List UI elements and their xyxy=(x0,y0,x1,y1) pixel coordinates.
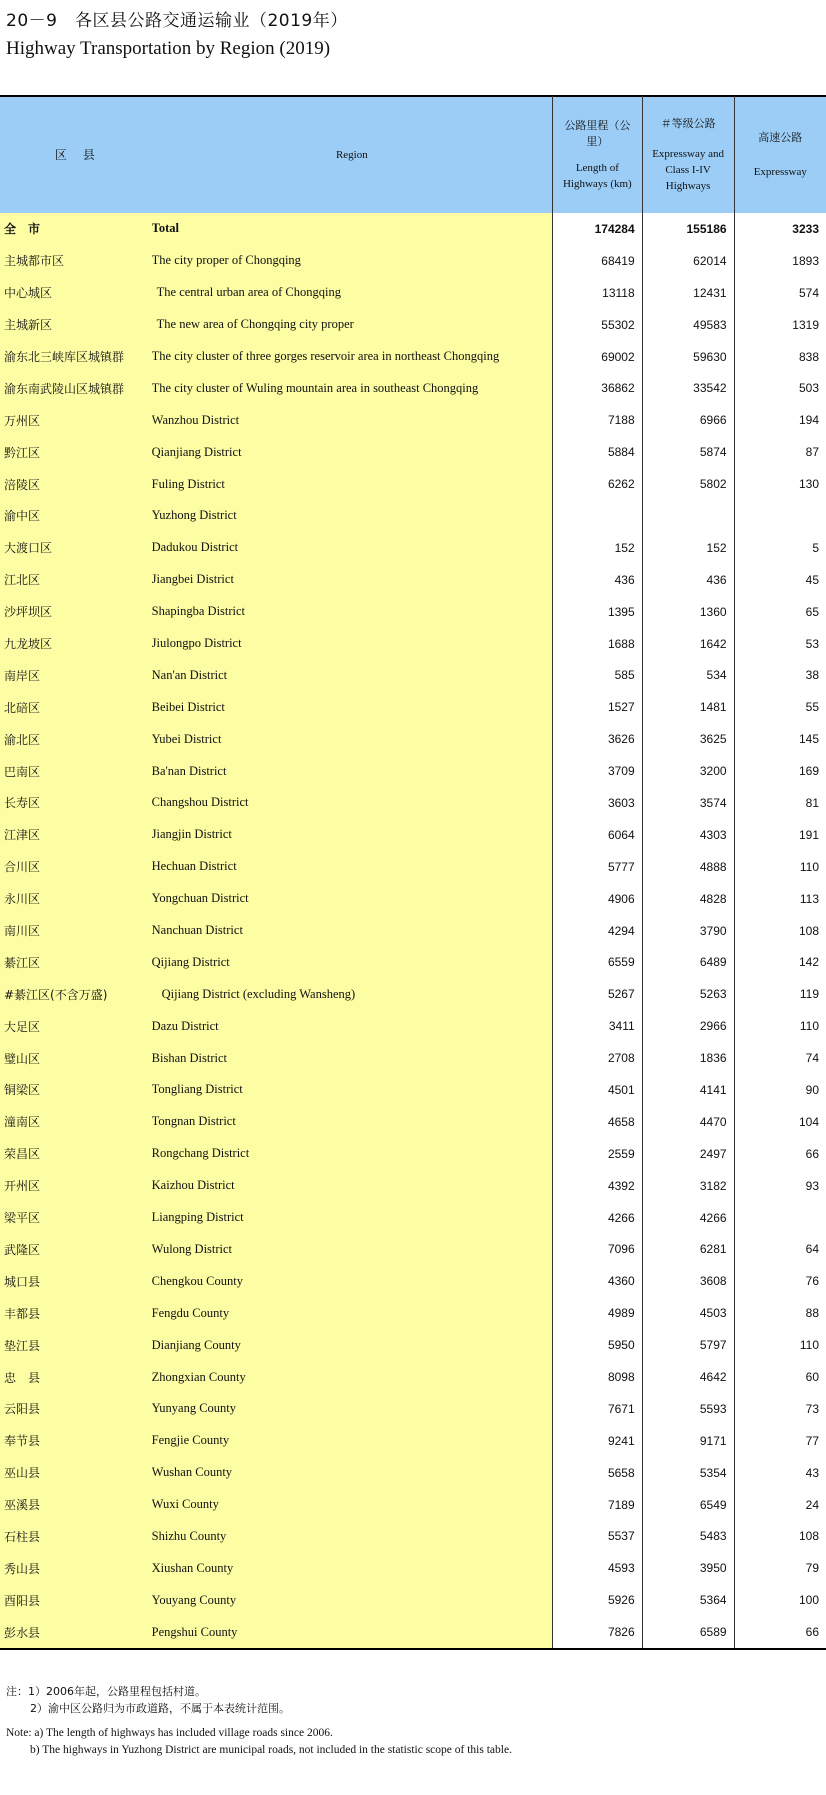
table-row xyxy=(0,532,826,564)
header-express-cn: 高速公路 xyxy=(758,131,803,144)
region-en-cell: Wuxi County xyxy=(152,1489,553,1521)
length-cell: 436 xyxy=(553,564,643,596)
table-row xyxy=(0,691,826,723)
express-cell: 81 xyxy=(734,787,826,819)
region-cn-cell: 云阳县 xyxy=(0,1393,152,1425)
table-row xyxy=(0,596,826,628)
length-cell: 13118 xyxy=(553,277,643,309)
region-en-cell: Kaizhou District xyxy=(152,1170,553,1202)
class-cell: 5593 xyxy=(642,1393,734,1425)
table-row xyxy=(0,245,826,277)
express-cell: 65 xyxy=(734,596,826,628)
table-row xyxy=(0,1584,826,1616)
header-class-cn: ＃等级公路 xyxy=(660,117,716,130)
region-en-cell: The central urban area of Chongqing xyxy=(152,277,553,309)
region-en-cell: Hechuan District xyxy=(152,851,553,883)
class-cell: 534 xyxy=(642,659,734,691)
express-cell: 503 xyxy=(734,372,826,404)
region-cn-cell: 巫溪县 xyxy=(0,1489,152,1521)
table-row xyxy=(0,1074,826,1106)
region-en-cell: Shizhu County xyxy=(152,1521,553,1553)
length-cell: 4989 xyxy=(553,1297,643,1329)
express-cell: 55 xyxy=(734,691,826,723)
region-en-cell: Yunyang County xyxy=(152,1393,553,1425)
region-en-cell: Total xyxy=(152,213,553,245)
class-cell: 152 xyxy=(642,532,734,564)
length-cell: 4658 xyxy=(553,1106,643,1138)
region-cn-cell: 石柱县 xyxy=(0,1521,152,1553)
region-en-cell: Jiangjin District xyxy=(152,819,553,851)
length-cell: 36862 xyxy=(553,372,643,404)
region-en-cell: Qijiang District (excluding Wansheng) xyxy=(152,978,553,1010)
express-cell: 838 xyxy=(734,341,826,373)
region-en-cell: Xiushan County xyxy=(152,1552,553,1584)
region-en-cell: Qianjiang District xyxy=(152,436,553,468)
class-cell: 1642 xyxy=(642,628,734,660)
express-cell: 574 xyxy=(734,277,826,309)
region-cn-cell: 渝北区 xyxy=(0,723,152,755)
region-cn-cell: 忠 县 xyxy=(0,1361,152,1393)
region-cn-cell: 渝东南武陵山区城镇群 xyxy=(0,372,152,404)
region-cn-cell: 渝东北三峡库区城镇群 xyxy=(0,341,152,373)
express-cell: 53 xyxy=(734,628,826,660)
table-row xyxy=(0,341,826,373)
table-row xyxy=(0,404,826,436)
class-cell: 3200 xyxy=(642,755,734,787)
region-cn-cell: 大足区 xyxy=(0,1010,152,1042)
express-cell: 130 xyxy=(734,468,826,500)
length-cell: 9241 xyxy=(553,1425,643,1457)
table-row xyxy=(0,787,826,819)
length-cell: 4593 xyxy=(553,1552,643,1584)
express-cell: 110 xyxy=(734,1329,826,1361)
length-cell: 174284 xyxy=(553,213,643,245)
class-cell xyxy=(642,500,734,532)
length-cell: 5658 xyxy=(553,1457,643,1489)
region-en-cell: Wanzhou District xyxy=(152,404,553,436)
region-cn-cell: 丰都县 xyxy=(0,1297,152,1329)
length-cell: 7096 xyxy=(553,1234,643,1266)
class-cell: 49583 xyxy=(642,309,734,341)
express-cell: 73 xyxy=(734,1393,826,1425)
region-cn-cell: 九龙坡区 xyxy=(0,628,152,660)
class-cell: 6281 xyxy=(642,1234,734,1266)
length-cell: 8098 xyxy=(553,1361,643,1393)
express-cell: 93 xyxy=(734,1170,826,1202)
region-cn-cell: 沙坪坝区 xyxy=(0,596,152,628)
length-cell: 5267 xyxy=(553,978,643,1010)
class-cell: 4642 xyxy=(642,1361,734,1393)
class-cell: 5874 xyxy=(642,436,734,468)
table-row xyxy=(0,1329,826,1361)
length-cell: 5926 xyxy=(553,1584,643,1616)
region-en-cell: Youyang County xyxy=(152,1584,553,1616)
header-region-cn: 区 县 xyxy=(0,96,152,213)
express-cell: 113 xyxy=(734,883,826,915)
express-cell: 108 xyxy=(734,1521,826,1553)
region-en-cell: Changshou District xyxy=(152,787,553,819)
table-row xyxy=(0,1265,826,1297)
region-cn-cell: 荣昌区 xyxy=(0,1138,152,1170)
header-class xyxy=(642,96,734,213)
class-cell: 33542 xyxy=(642,372,734,404)
page-title-cn: 20－9 各区县公路交通运输业（2019年） xyxy=(6,11,348,31)
express-cell: 38 xyxy=(734,659,826,691)
region-en-cell: Pengshui County xyxy=(152,1616,553,1649)
header-express xyxy=(734,96,826,213)
table-row xyxy=(0,851,826,883)
express-cell: 88 xyxy=(734,1297,826,1329)
class-cell: 1360 xyxy=(642,596,734,628)
region-cn-cell: 铜梁区 xyxy=(0,1074,152,1106)
length-cell: 7826 xyxy=(553,1616,643,1649)
table-row xyxy=(0,436,826,468)
table-row xyxy=(0,1138,826,1170)
length-cell: 4294 xyxy=(553,915,643,947)
length-cell: 6559 xyxy=(553,946,643,978)
express-cell: 1319 xyxy=(734,309,826,341)
class-cell: 1836 xyxy=(642,1042,734,1074)
class-cell: 59630 xyxy=(642,341,734,373)
class-cell: 4141 xyxy=(642,1074,734,1106)
region-en-cell: Yuzhong District xyxy=(152,500,553,532)
class-cell: 6489 xyxy=(642,946,734,978)
length-cell: 3411 xyxy=(553,1010,643,1042)
express-cell: 110 xyxy=(734,851,826,883)
region-en-cell: The city cluster of Wuling mountain area in southeast Chongqing xyxy=(152,372,553,404)
table-row xyxy=(0,819,826,851)
length-cell: 5777 xyxy=(553,851,643,883)
region-cn-cell: 渝中区 xyxy=(0,500,152,532)
class-cell: 6966 xyxy=(642,404,734,436)
table-row xyxy=(0,1202,826,1234)
class-cell: 4828 xyxy=(642,883,734,915)
table-row xyxy=(0,1616,826,1649)
class-cell: 1481 xyxy=(642,691,734,723)
express-cell: 104 xyxy=(734,1106,826,1138)
region-cn-cell: 涪陵区 xyxy=(0,468,152,500)
table-row xyxy=(0,978,826,1010)
region-cn-cell: 江津区 xyxy=(0,819,152,851)
express-cell: 79 xyxy=(734,1552,826,1584)
region-en-cell: Qijiang District xyxy=(152,946,553,978)
region-cn-cell: 江北区 xyxy=(0,564,152,596)
length-cell: 7671 xyxy=(553,1393,643,1425)
class-cell: 3625 xyxy=(642,723,734,755)
class-cell: 5364 xyxy=(642,1584,734,1616)
note-cn-1: 注：1）2006年起，公路里程包括村道。 xyxy=(6,1685,206,1698)
region-cn-cell: 北碚区 xyxy=(0,691,152,723)
region-en-cell: Bishan District xyxy=(152,1042,553,1074)
region-cn-cell: 合川区 xyxy=(0,851,152,883)
region-cn-cell: 长寿区 xyxy=(0,787,152,819)
class-cell: 4470 xyxy=(642,1106,734,1138)
region-en-cell: Chengkou County xyxy=(152,1265,553,1297)
region-cn-cell: 武隆区 xyxy=(0,1234,152,1266)
region-cn-cell: 巴南区 xyxy=(0,755,152,787)
region-cn-cell: 永川区 xyxy=(0,883,152,915)
region-en-cell: Yongchuan District xyxy=(152,883,553,915)
table-row xyxy=(0,1393,826,1425)
class-cell: 4266 xyxy=(642,1202,734,1234)
express-cell: 45 xyxy=(734,564,826,596)
class-cell: 3790 xyxy=(642,915,734,947)
region-en-cell: Jiangbei District xyxy=(152,564,553,596)
class-cell: 5483 xyxy=(642,1521,734,1553)
express-cell: 1893 xyxy=(734,245,826,277)
region-cn-cell: 綦江区 xyxy=(0,946,152,978)
region-en-cell: Nan'an District xyxy=(152,659,553,691)
region-en-cell: Jiulongpo District xyxy=(152,628,553,660)
region-cn-cell: 万州区 xyxy=(0,404,152,436)
region-en-cell: Zhongxian County xyxy=(152,1361,553,1393)
class-cell: 9171 xyxy=(642,1425,734,1457)
express-cell: 100 xyxy=(734,1584,826,1616)
class-cell: 62014 xyxy=(642,245,734,277)
class-cell: 12431 xyxy=(642,277,734,309)
length-cell: 55302 xyxy=(553,309,643,341)
class-cell: 4503 xyxy=(642,1297,734,1329)
length-cell: 1395 xyxy=(553,596,643,628)
table-row xyxy=(0,1361,826,1393)
express-cell: 3233 xyxy=(734,213,826,245)
region-cn-cell: 梁平区 xyxy=(0,1202,152,1234)
class-cell: 155186 xyxy=(642,213,734,245)
class-cell: 3950 xyxy=(642,1552,734,1584)
express-cell: 119 xyxy=(734,978,826,1010)
length-cell: 585 xyxy=(553,659,643,691)
table-row xyxy=(0,372,826,404)
table-row xyxy=(0,883,826,915)
class-cell: 436 xyxy=(642,564,734,596)
length-cell: 3709 xyxy=(553,755,643,787)
header-length-cn: 公路里程（公里） xyxy=(564,119,631,148)
length-cell: 4906 xyxy=(553,883,643,915)
region-cn-cell: 全 市 xyxy=(0,213,152,245)
class-cell: 5802 xyxy=(642,468,734,500)
table-row xyxy=(0,468,826,500)
region-en-cell: Fuling District xyxy=(152,468,553,500)
table-row xyxy=(0,1552,826,1584)
region-en-cell: Ba'nan District xyxy=(152,755,553,787)
region-cn-cell: 黔江区 xyxy=(0,436,152,468)
region-cn-cell: 璧山区 xyxy=(0,1042,152,1074)
express-cell: 60 xyxy=(734,1361,826,1393)
table-row xyxy=(0,213,826,245)
express-cell: 194 xyxy=(734,404,826,436)
region-en-cell: Rongchang District xyxy=(152,1138,553,1170)
table-body xyxy=(0,213,826,1649)
region-cn-cell: 秀山县 xyxy=(0,1552,152,1584)
region-cn-cell: #綦江区(不含万盛) xyxy=(0,978,152,1010)
length-cell: 2708 xyxy=(553,1042,643,1074)
note-en-1: Note: a) The length of highways has included village roads since 2006. xyxy=(6,1727,333,1739)
class-cell: 5263 xyxy=(642,978,734,1010)
table-row xyxy=(0,915,826,947)
express-cell: 76 xyxy=(734,1265,826,1297)
express-cell: 142 xyxy=(734,946,826,978)
region-cn-cell: 巫山县 xyxy=(0,1457,152,1489)
table-row xyxy=(0,1425,826,1457)
table-row xyxy=(0,946,826,978)
express-cell: 145 xyxy=(734,723,826,755)
region-cn-cell: 城口县 xyxy=(0,1265,152,1297)
express-cell: 90 xyxy=(734,1074,826,1106)
length-cell: 6262 xyxy=(553,468,643,500)
region-cn-cell: 南岸区 xyxy=(0,659,152,691)
table-row xyxy=(0,564,826,596)
region-en-cell: The new area of Chongqing city proper xyxy=(152,309,553,341)
length-cell: 7188 xyxy=(553,404,643,436)
express-cell: 74 xyxy=(734,1042,826,1074)
express-cell: 169 xyxy=(734,755,826,787)
length-cell: 4266 xyxy=(553,1202,643,1234)
region-cn-cell: 中心城区 xyxy=(0,277,152,309)
region-en-cell: Shapingba District xyxy=(152,596,553,628)
length-cell: 6064 xyxy=(553,819,643,851)
class-cell: 3574 xyxy=(642,787,734,819)
length-cell: 3626 xyxy=(553,723,643,755)
class-cell: 5797 xyxy=(642,1329,734,1361)
class-cell: 6589 xyxy=(642,1616,734,1649)
region-en-cell: Dadukou District xyxy=(152,532,553,564)
region-cn-cell: 开州区 xyxy=(0,1170,152,1202)
table-row xyxy=(0,1234,826,1266)
region-en-cell: Tongliang District xyxy=(152,1074,553,1106)
length-cell: 4392 xyxy=(553,1170,643,1202)
region-en-cell: Beibei District xyxy=(152,691,553,723)
express-cell: 5 xyxy=(734,532,826,564)
region-en-cell: Dazu District xyxy=(152,1010,553,1042)
region-en-cell: Wulong District xyxy=(152,1234,553,1266)
table-row xyxy=(0,277,826,309)
header-length-en: Length of Highways (km) xyxy=(562,162,632,190)
class-cell: 2966 xyxy=(642,1010,734,1042)
header-express-en: Expressway xyxy=(753,166,807,178)
class-cell: 2497 xyxy=(642,1138,734,1170)
region-cn-cell: 垫江县 xyxy=(0,1329,152,1361)
express-cell: 191 xyxy=(734,819,826,851)
highway-table xyxy=(0,95,826,1650)
length-cell: 4501 xyxy=(553,1074,643,1106)
region-en-cell: Nanchuan District xyxy=(152,915,553,947)
table-row xyxy=(0,309,826,341)
express-cell: 108 xyxy=(734,915,826,947)
express-cell xyxy=(734,500,826,532)
region-en-cell: Fengjie County xyxy=(152,1425,553,1457)
express-cell: 66 xyxy=(734,1138,826,1170)
table-row xyxy=(0,1297,826,1329)
page-title-en: Highway Transportation by Region (2019) xyxy=(6,38,331,59)
table-row xyxy=(0,628,826,660)
length-cell: 2559 xyxy=(553,1138,643,1170)
length-cell: 1688 xyxy=(553,628,643,660)
class-cell: 3608 xyxy=(642,1265,734,1297)
region-cn-cell: 奉节县 xyxy=(0,1425,152,1457)
region-cn-cell: 主城都市区 xyxy=(0,245,152,277)
table-row xyxy=(0,1457,826,1489)
length-cell: 4360 xyxy=(553,1265,643,1297)
table-row xyxy=(0,1010,826,1042)
table-row xyxy=(0,1521,826,1553)
region-cn-cell: 大渡口区 xyxy=(0,532,152,564)
class-cell: 5354 xyxy=(642,1457,734,1489)
class-cell: 4888 xyxy=(642,851,734,883)
note-en-2: b) The highways in Yuzhong District are municipal roads, not included in the statistic scope of this table. xyxy=(30,1744,512,1756)
region-en-cell: Tongnan District xyxy=(152,1106,553,1138)
length-cell xyxy=(553,500,643,532)
region-en-cell: The city cluster of three gorges reservoir area in northeast Chongqing xyxy=(152,341,553,373)
length-cell: 5884 xyxy=(553,436,643,468)
region-cn-cell: 酉阳县 xyxy=(0,1584,152,1616)
express-cell: 87 xyxy=(734,436,826,468)
express-cell: 64 xyxy=(734,1234,826,1266)
region-en-cell: Dianjiang County xyxy=(152,1329,553,1361)
table-row xyxy=(0,659,826,691)
region-cn-cell: 主城新区 xyxy=(0,309,152,341)
header-class-en: Expressway and Class I-IV Highways xyxy=(652,148,724,192)
table-row xyxy=(0,1106,826,1138)
express-cell: 43 xyxy=(734,1457,826,1489)
region-cn-cell: 彭水县 xyxy=(0,1616,152,1649)
header-length xyxy=(553,96,643,213)
notes xyxy=(6,1683,512,1759)
length-cell: 69002 xyxy=(553,341,643,373)
region-en-cell: Liangping District xyxy=(152,1202,553,1234)
express-cell: 110 xyxy=(734,1010,826,1042)
region-en-cell: The city proper of Chongqing xyxy=(152,245,553,277)
length-cell: 5950 xyxy=(553,1329,643,1361)
table-row xyxy=(0,1170,826,1202)
region-en-cell: Wushan County xyxy=(152,1457,553,1489)
region-en-cell: Fengdu County xyxy=(152,1297,553,1329)
region-en-cell: Yubei District xyxy=(152,723,553,755)
length-cell: 7189 xyxy=(553,1489,643,1521)
class-cell: 4303 xyxy=(642,819,734,851)
express-cell: 77 xyxy=(734,1425,826,1457)
note-cn-2: 2）渝中区公路归为市政道路，不属于本表统计范围。 xyxy=(30,1702,290,1715)
express-cell: 66 xyxy=(734,1616,826,1649)
table-row xyxy=(0,755,826,787)
region-cn-cell: 南川区 xyxy=(0,915,152,947)
header-region-en: Region xyxy=(152,96,553,213)
table-row xyxy=(0,1489,826,1521)
express-cell: 24 xyxy=(734,1489,826,1521)
table-row xyxy=(0,723,826,755)
length-cell: 152 xyxy=(553,532,643,564)
length-cell: 3603 xyxy=(553,787,643,819)
length-cell: 5537 xyxy=(553,1521,643,1553)
table-row xyxy=(0,500,826,532)
length-cell: 68419 xyxy=(553,245,643,277)
express-cell xyxy=(734,1202,826,1234)
region-cn-cell: 潼南区 xyxy=(0,1106,152,1138)
class-cell: 6549 xyxy=(642,1489,734,1521)
table-row xyxy=(0,1042,826,1074)
length-cell: 1527 xyxy=(553,691,643,723)
class-cell: 3182 xyxy=(642,1170,734,1202)
